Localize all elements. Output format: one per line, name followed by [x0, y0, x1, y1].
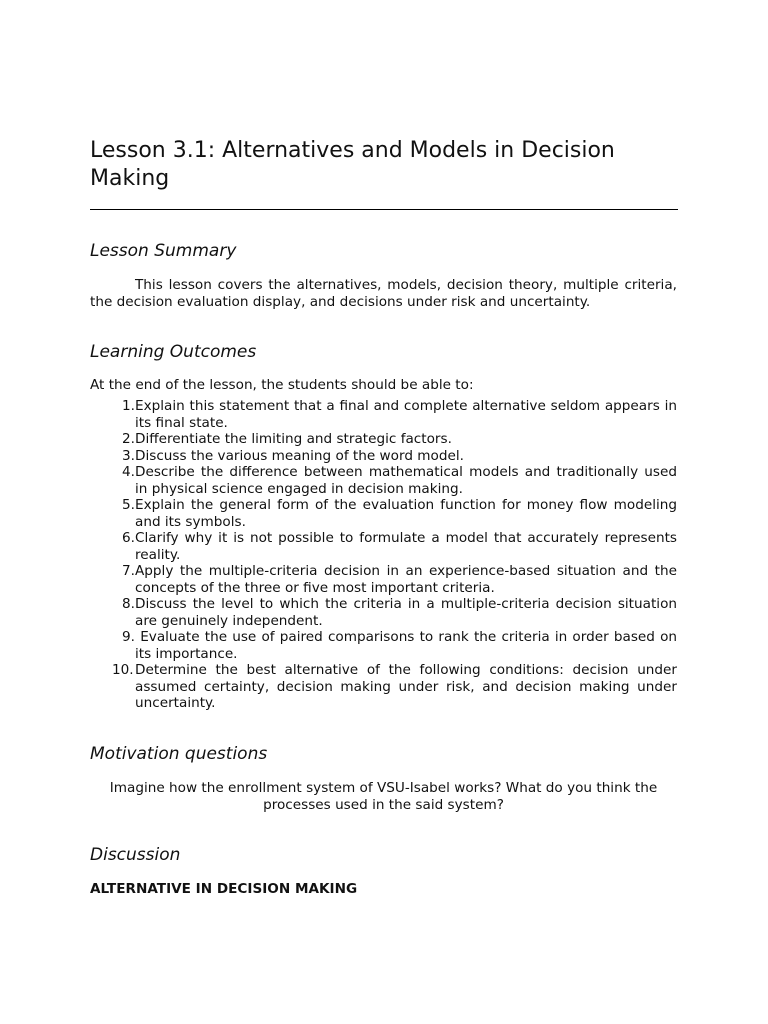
- motivation-text: Imagine how the enrollment system of VSU-Isabel works? What do you think the processes used in the said system?: [109, 780, 658, 813]
- list-item: [90, 398, 677, 431]
- list-item-number: 1.: [122, 398, 135, 414]
- list-item: [90, 629, 682, 662]
- list-item-text: Describe the difference between mathematical models and traditionally used in physical science engaged in decision making.: [135, 464, 677, 497]
- list-item-number: 2.: [122, 431, 135, 447]
- learning-outcomes-heading: Learning Outcomes: [90, 342, 257, 362]
- discussion-heading: Discussion: [90, 845, 181, 865]
- list-item-number: 5.: [122, 497, 135, 513]
- list-item-text: Determine the best alternative of the following conditions: decision under assumed certainty, decision making under risk, and decision making under uncertainty.: [135, 662, 677, 711]
- list-item-text: Evaluate the use of paired comparisons to rank the criteria in order based on its importance.: [135, 629, 682, 662]
- list-item-number: 6.: [122, 530, 135, 546]
- list-item-text: Apply the multiple-criteria decision in an experience-based situation and the concepts of the three or five most important criteria.: [135, 563, 677, 596]
- list-item-text: Discuss the level to which the criteria in a multiple-criteria decision situation are genuinely independent.: [135, 596, 677, 629]
- list-item-text: Differentiate the limiting and strategic factors.: [135, 431, 452, 447]
- list-item-number: 4.: [122, 464, 135, 480]
- lesson-summary-heading: Lesson Summary: [90, 241, 237, 261]
- learning-outcomes-list: [90, 398, 682, 712]
- list-item-text: Discuss the various meaning of the word model.: [135, 447, 464, 464]
- learning-outcomes-intro: At the end of the lesson, the students should be able to:: [90, 377, 474, 393]
- discussion-subheading: ALTERNATIVE IN DECISION MAKING: [90, 881, 358, 897]
- list-item: [90, 530, 677, 563]
- list-item-text: Clarify why it is not possible to formulate a model that accurately represents reality.: [135, 530, 677, 563]
- lesson-title: Lesson 3.1: Alternatives and Models in Decision Making: [90, 138, 615, 191]
- list-item-number: 10.: [112, 662, 134, 678]
- list-item-number: 8.: [122, 596, 135, 612]
- list-item: [90, 563, 677, 596]
- motivation-heading: Motivation questions: [90, 744, 268, 764]
- list-item: [90, 596, 677, 629]
- list-item-number: 9.: [122, 629, 135, 645]
- list-item-number: 7.: [122, 563, 135, 579]
- list-item: [90, 497, 677, 530]
- list-item: [90, 448, 677, 465]
- list-item: [90, 431, 677, 448]
- list-item: [90, 662, 677, 712]
- list-item-text: Explain the general form of the evaluation function for money flow modeling and its symbols.: [135, 497, 677, 530]
- list-item: [90, 464, 677, 497]
- lesson-summary-text: This lesson covers the alternatives, models, decision theory, multiple criteria, the decision evaluation display, and decisions under risk and uncertainty.: [90, 277, 677, 310]
- list-item-text: Explain this statement that a final and complete alternative seldom appears in its final state.: [135, 398, 677, 431]
- list-item-number: 3.: [122, 447, 135, 464]
- title-divider: [90, 209, 678, 210]
